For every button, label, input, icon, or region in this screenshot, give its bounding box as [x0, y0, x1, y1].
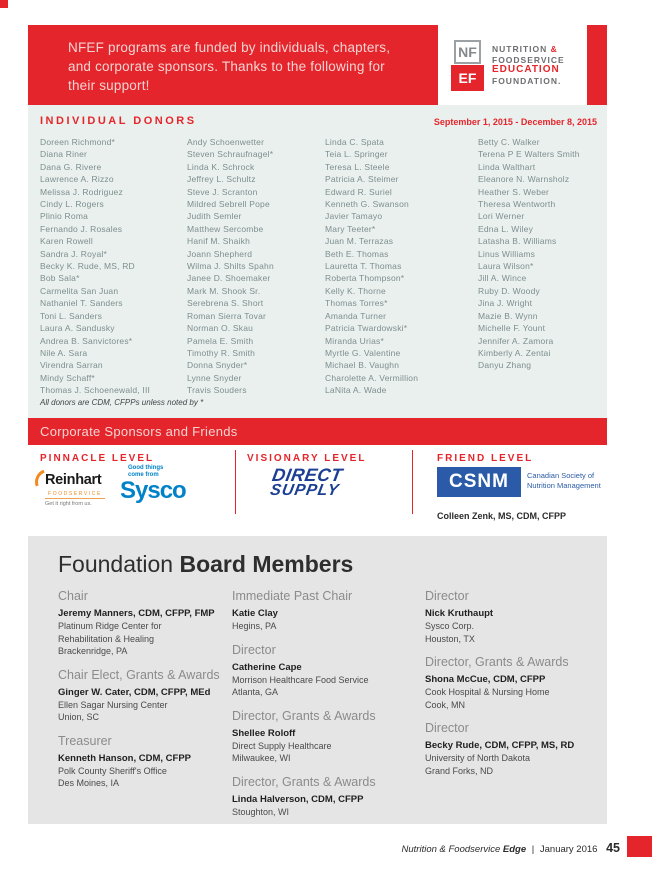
donor-name: Dana G. Rivere: [40, 161, 102, 172]
footer-magazine-name: Nutrition & Foodservice: [401, 844, 501, 855]
board-line: Des Moines, IA: [58, 778, 120, 788]
board-line: Rehabilitation & Healing: [58, 633, 155, 644]
board-line: Grand Forks, ND: [425, 765, 494, 776]
logo-line-foundation: FOUNDATION.: [492, 75, 562, 86]
donor-name: Betty C. Walker: [478, 137, 540, 147]
donor-name: Serebrena S. Short: [187, 298, 264, 309]
donor-name: Andy Schoenwetter: [187, 137, 265, 147]
reinhart-wordmark: Reinhart: [38, 472, 116, 488]
logo-line-education: EDUCATION: [492, 64, 560, 75]
reinhart-logo: [38, 472, 116, 507]
board-name: Becky Rude, CDM, CFPP, MS, RD: [425, 740, 575, 751]
board-line: Morrison Healthcare Food Service: [232, 674, 369, 685]
donor-name: Travis Souders: [187, 385, 247, 396]
board-role: Director, Grants & Awards: [425, 655, 569, 669]
board-members-section: [28, 536, 607, 824]
donor-name: Heather S. Weber: [478, 186, 550, 197]
donor-name: Bob Sala*: [40, 273, 80, 284]
csnm-description-line: Canadian Society of: [527, 471, 595, 480]
board-role: Chair Elect, Grants & Awards: [58, 667, 220, 682]
board-role: Immediate Past Chair: [232, 589, 353, 603]
board-line: Milwaukee, WI: [232, 753, 291, 763]
donor-name: Danyu Zhang: [478, 360, 532, 371]
donor-name: Jill A. Wince: [478, 273, 527, 284]
csnm-description-line: Nutrition Management: [527, 480, 601, 490]
donor-name: Jina J. Wright: [478, 298, 533, 309]
donor-name: Lauretta T. Thomas: [325, 261, 402, 272]
header-banner: [28, 25, 607, 105]
donor-name: Pamela E. Smith: [187, 335, 254, 346]
donor-name: Fernando J. Rosales: [40, 223, 123, 234]
board-name: Shona McCue, CDM, CFPP: [425, 674, 546, 685]
donor-name: Jennifer A. Zamora: [478, 335, 554, 346]
donor-name: Linda Walthart: [478, 161, 536, 172]
board-line: Direct Supply Healthcare: [232, 740, 332, 751]
banner-text-line: their support!: [68, 78, 150, 93]
donor-name: Steven Schraufnagel*: [187, 149, 274, 160]
donor-column-3: [325, 136, 418, 397]
donor-name: Kelly K. Thorne: [325, 285, 386, 296]
donor-name: Mildred Sebrell Pope: [187, 199, 270, 210]
donor-column-1: [40, 136, 150, 397]
pinnacle-level-label: PINNACLE LEVEL: [40, 453, 155, 464]
donor-name: Roberta Thompson*: [325, 273, 405, 284]
corporate-sponsors-title: Corporate Sponsors and Friends: [40, 424, 238, 439]
donor-name: Judith Semler: [187, 211, 242, 222]
sysco-logo: [120, 465, 186, 503]
donor-name: Mindy Schaff*: [40, 372, 95, 383]
board-line: Stoughton, WI: [232, 806, 290, 817]
donor-name: Beth E. Thomas: [325, 248, 389, 259]
donor-name: Lori Werner: [478, 211, 525, 222]
donor-name: Kenneth G. Swanson: [325, 199, 409, 210]
ef-box-icon: EF: [451, 65, 484, 91]
footer-red-square: [627, 836, 652, 857]
donor-column-2: [187, 136, 274, 397]
nfef-logo-wordmark: [492, 44, 565, 86]
board-name: Katie Clay: [232, 608, 278, 619]
board-name: Kenneth Hanson, CDM, CFPP: [58, 752, 192, 764]
donors-date-range: September 1, 2015 - December 8, 2015: [433, 117, 597, 127]
board-line: University of North Dakota: [425, 753, 531, 763]
board-column-2: [232, 589, 376, 818]
nf-box-icon: NF: [454, 40, 481, 64]
board-line: Brackenridge, PA: [58, 646, 128, 656]
donor-name: Timothy R. Smith: [187, 347, 256, 358]
donor-name: Mark M. Shook Sr.: [187, 285, 261, 296]
friend-level-label: FRIEND LEVEL: [437, 453, 534, 464]
donor-name: Theresa Wentworth: [478, 199, 556, 210]
footer-issue: January 2016: [539, 844, 598, 855]
banner-text-line: and corporate sponsors. Thanks to the following for: [68, 59, 385, 74]
donor-name: Cindy L. Rogers: [40, 199, 104, 210]
donor-name: Javier Tamayo: [325, 211, 383, 222]
donor-name: Virendra Sarran: [40, 360, 103, 371]
board-role: Director, Grants & Awards: [232, 708, 376, 723]
footer-separator: |: [531, 844, 535, 855]
board-name: Ginger W. Cater, CDM, CFPP, MEd: [58, 686, 211, 698]
individual-donors-section: [28, 105, 607, 418]
board-role: Director: [425, 721, 469, 735]
donors-footnote: All donors are CDM, CFPPs unless noted by *: [40, 398, 204, 407]
board-title-bold: Board Members: [179, 551, 354, 577]
board-role: Chair: [58, 589, 88, 603]
sponsor-divider: [235, 450, 236, 514]
sponsors-section: [28, 445, 654, 537]
donor-name: Amanda Turner: [325, 310, 387, 321]
donor-name: Juan M. Terrazas: [325, 236, 394, 247]
board-line: Sysco Corp.: [425, 621, 475, 631]
board-line: Cook, MN: [425, 699, 466, 710]
donor-name: Joann Shepherd: [187, 248, 253, 259]
donors-heading: INDIVIDUAL DONORS: [40, 115, 197, 127]
donor-name: Edna L. Wiley: [478, 223, 534, 234]
board-name: Shellee Roloff: [232, 727, 296, 739]
board-column-1: [58, 589, 220, 790]
donor-name: LaNita A. Wade: [325, 385, 387, 396]
donor-name: Latasha B. Williams: [478, 236, 557, 247]
donor-name: Laura Wilson*: [478, 261, 534, 272]
donor-name: Michael B. Vaughn: [325, 360, 400, 371]
board-role: Director: [232, 642, 276, 657]
donor-name: Norman O. Skau: [187, 323, 254, 334]
donor-name: Linda C. Spata: [325, 137, 385, 147]
board-name: Jeremy Manners, CDM, CFPP, FMP: [58, 608, 215, 619]
donor-name: Myrtle G. Valentine: [325, 347, 401, 358]
donor-name: Plinio Roma: [40, 211, 89, 222]
donor-name: Lynne Snyder: [187, 372, 242, 383]
donor-name: Linus Williams: [478, 248, 536, 259]
board-line: Union, SC: [58, 712, 100, 722]
donor-name: Patricia A. Steimer: [325, 174, 399, 185]
visionary-level-label: VISIONARY LEVEL: [247, 453, 367, 464]
donor-name: Eleanore N. Warnsholz: [478, 174, 570, 185]
donor-name: Sandra J. Royal*: [40, 248, 107, 259]
board-line: Ellen Sagar Nursing Center: [58, 699, 168, 710]
donor-name: Patricia Twardowski*: [325, 323, 408, 334]
board-name: Catherine Cape: [232, 661, 302, 673]
reinhart-foodservice-label: FOODSERVICE: [45, 490, 105, 499]
donor-name: Charolette A. Vermillion: [325, 372, 419, 383]
donor-name: Lawrence A. Rizzo: [40, 174, 114, 185]
board-line: Atlanta, GA: [232, 687, 279, 697]
donor-name: Kimberly A. Zentai: [478, 347, 551, 358]
board-role: Director: [425, 589, 469, 603]
donor-name: Janee D. Shoemaker: [187, 273, 271, 284]
donor-name: Thomas Torres*: [325, 298, 388, 309]
donor-name: Nile A. Sara: [40, 347, 88, 358]
corner-red-square: [0, 0, 8, 8]
donor-name: Teresa L. Steele: [325, 161, 390, 172]
donor-name: Doreen Richmond*: [40, 137, 116, 147]
donor-name: Wilma J. Shilts Spahn: [187, 261, 274, 272]
board-line: Houston, TX: [425, 633, 475, 644]
csnm-logo: [437, 467, 601, 497]
direct-supply-line1: DIRECT: [270, 465, 345, 485]
footer-magazine-edge: Edge: [502, 844, 527, 855]
corporate-sponsors-band: [28, 418, 607, 445]
donor-name: Mary Teeter*: [325, 223, 376, 234]
sponsor-divider: [412, 450, 413, 514]
donor-name: Karen Rowell: [40, 236, 93, 247]
csnm-wordmark: CSNM: [437, 467, 521, 497]
direct-supply-line2: SUPPLY: [268, 482, 341, 499]
board-line: Platinum Ridge Center for: [58, 621, 162, 631]
board-role: Director, Grants & Awards: [232, 774, 376, 789]
donor-name: Becky K. Rude, MS, RD: [40, 261, 135, 272]
donor-name: Thomas J. Schoenewald, III: [40, 385, 151, 396]
donor-name: Andrea B. Sanvictores*: [40, 335, 133, 346]
board-line: Cook Hospital & Nursing Home: [425, 687, 550, 697]
donor-name: Melissa J. Rodriguez: [40, 186, 123, 197]
logo-line-nutrition: NUTRITION &: [492, 44, 558, 54]
donor-name: Michelle F. Yount: [478, 323, 546, 334]
donor-name: Donna Snyder*: [187, 360, 248, 371]
logo-line-foodservice: FOODSERVICE: [492, 54, 565, 65]
board-name: Linda Halverson, CDM, CFPP: [232, 793, 364, 805]
csnm-description: [527, 467, 601, 490]
donor-name: Ruby D. Woody: [478, 285, 540, 296]
sysco-tagline: Good things come from: [128, 465, 164, 478]
donor-name: Nathaniel T. Sanders: [40, 298, 123, 309]
donor-column-4: [478, 136, 580, 372]
board-members-title: [58, 551, 353, 578]
donor-name: Teia L. Springer: [325, 149, 388, 160]
donor-name: Mazie B. Wynn: [478, 310, 538, 321]
banner-text-line: NFEF programs are funded by individuals, chapters,: [68, 40, 391, 55]
donor-name: Terena P E Walters Smith: [478, 149, 580, 160]
donor-name: Jeffrey L. Schultz: [187, 174, 256, 185]
direct-supply-logo: [268, 467, 344, 499]
nfef-logo: [438, 25, 587, 105]
donor-name: Steve J. Scranton: [187, 186, 258, 197]
donor-name: Miranda Urias*: [325, 335, 385, 346]
board-line: Hegins, PA: [232, 621, 277, 631]
board-title-regular: Foundation: [58, 551, 180, 577]
donor-name: Matthew Sercombe: [187, 223, 264, 234]
reinhart-tagline: Get it right from us.: [45, 501, 92, 507]
footer-page-number: 45: [606, 841, 620, 855]
csnm-contact: Colleen Zenk, MS, CDM, CFPP: [437, 511, 567, 521]
donor-name: Laura A. Sandusky: [40, 323, 115, 334]
board-role: Treasurer: [58, 733, 112, 748]
nfef-logo-mark: [451, 40, 484, 91]
sysco-wordmark: Sysco: [120, 477, 186, 504]
board-line: Polk County Sheriff's Office: [58, 765, 167, 776]
donor-name: Linda K. Schrock: [187, 161, 255, 172]
banner-text: [68, 38, 390, 95]
donor-name: Hanif M. Shaikh: [187, 236, 250, 247]
donor-name: Edward R. Suriel: [325, 186, 392, 197]
donor-name: Toni L. Sanders: [40, 310, 103, 321]
donor-name: Diana Riner: [40, 149, 88, 160]
footer: [402, 841, 620, 855]
donor-name: Carmelita San Juan: [40, 285, 119, 296]
board-column-3: [425, 589, 574, 777]
board-name: Nick Kruthaupt: [425, 608, 494, 619]
donor-name: Roman Sierra Tovar: [187, 310, 267, 321]
